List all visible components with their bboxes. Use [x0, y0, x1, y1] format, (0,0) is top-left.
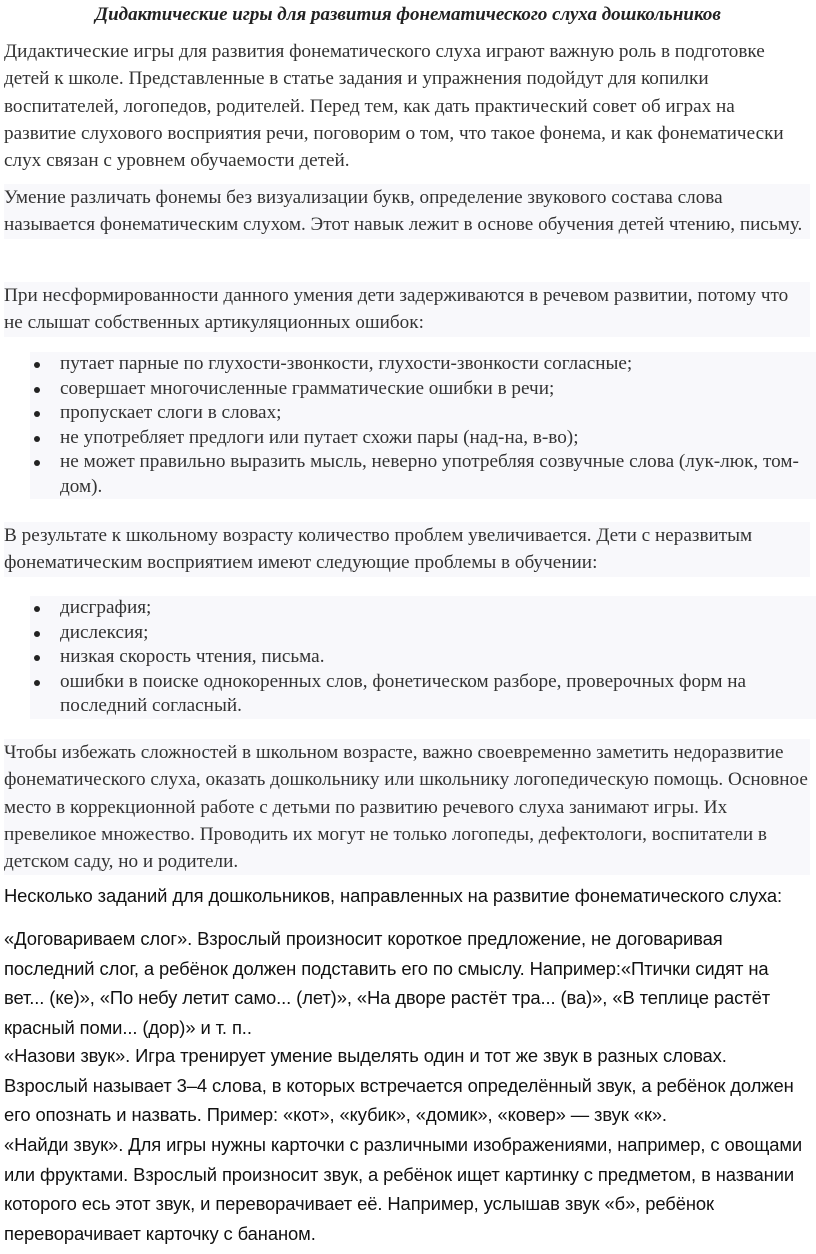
game-name-sound: «Назови звук». Игра тренирует умение выделять один и тот же звук в разных словах. Взрослый называет 3–4 слова, в которых встречается определённый звук, а ребёнок должен его опознать и назвать. Пример: «кот», «кубик», «домик», «ковер» — звук «к». — [4, 1045, 794, 1125]
speech-delay-paragraph: При несформированности данного умения дети задерживаются в речевом развитии, потому что не слышат собственных артикуляционных ошибок: — [4, 282, 810, 337]
speech-problems-list — [30, 352, 816, 499]
list-item: не может правильно выразить мысль, неверно употребляя созвучные слова (лук-люк, том-дом). — [30, 450, 816, 499]
definition-paragraph: Умение различать фонемы без визуализации букв, определение звукового состава слова называется фонематическим слухом. Этот навык лежит в основе обучения детей чтению, письму. — [4, 184, 810, 239]
list-item: дисграфия; — [30, 596, 816, 621]
prevention-paragraph: Чтобы избежать сложностей в школьном возрасте, важно своевременно заметить недоразвитие фонематического слуха, оказать дошкольнику или школьнику логопедическую помощь. Основное место в коррекционной работе с детьми по развитию речевого слуха занимают игры. Их превеликое множество. Проводить их могут не только логопеды, дефектологи, воспитатели в детском саду, но и родители. — [4, 739, 810, 875]
game-finish-syllable: «Договариваем слог». Взрослый произносит короткое предложение, не договаривая последний слог, а ребёнок должен подставить его по смыслу. Например:«Птички сидят на вет... (ке)», «По небу летит само... (лет)», «На дворе растёт тра... (ва)», «В теплице растёт красный поми... (дор)» и т. п.. — [4, 928, 771, 1038]
learning-problems-list — [30, 596, 816, 719]
game-find-sound: «Найди звук». Для игры нужны карточки с различными изображениями, например, с овощами или фруктами. Взрослый произносит звук, а ребёнок ищет картинку с предметом, в названии которого есь этот звук, и переворачивает её. Например, услышав звук «б», ребёнок переворачивает карточку с бананом. — [4, 1134, 803, 1244]
list-item: совершает многочисленные грамматические ошибки в речи; — [30, 377, 816, 402]
list-item: ошибки в поиске однокоренных слов, фонетическом разборе, проверочных форм на последний согласный. — [30, 670, 816, 719]
list-item: низкая скорость чтения, письма. — [30, 645, 816, 670]
list-item: не употребляет предлоги или путает схожи пары (над-на, в-во); — [30, 426, 816, 451]
list-item: путает парные по глухости-звонкости, глухости-звонкости согласные; — [30, 352, 816, 377]
tasks-heading: Несколько заданий для дошкольников, направленных на развитие фонематического слуха: — [4, 885, 783, 906]
school-problems-paragraph: В результате к школьному возрасту количество проблем увеличивается. Дети с неразвитым фонематическим восприятием имеют следующие проблемы в обучении: — [4, 522, 810, 577]
document-title: Дидактические игры для развития фонематического слуха дошкольников — [95, 4, 721, 25]
list-item: дислексия; — [30, 621, 816, 646]
intro-paragraph: Дидактические игры для развития фонематического слуха играют важную роль в подготовке детей к школе. Представленные в статье задания и упражнения подойдут для копилки воспитателей, логопедов, родителей. Перед тем, как дать практический совет об играх на развитие слухового восприятия речи, поговорим о том, что такое фонема, и как фонематически слух связан с уровнем обучаемости детей. — [4, 41, 784, 172]
list-item: пропускает слоги в словах; — [30, 401, 816, 426]
